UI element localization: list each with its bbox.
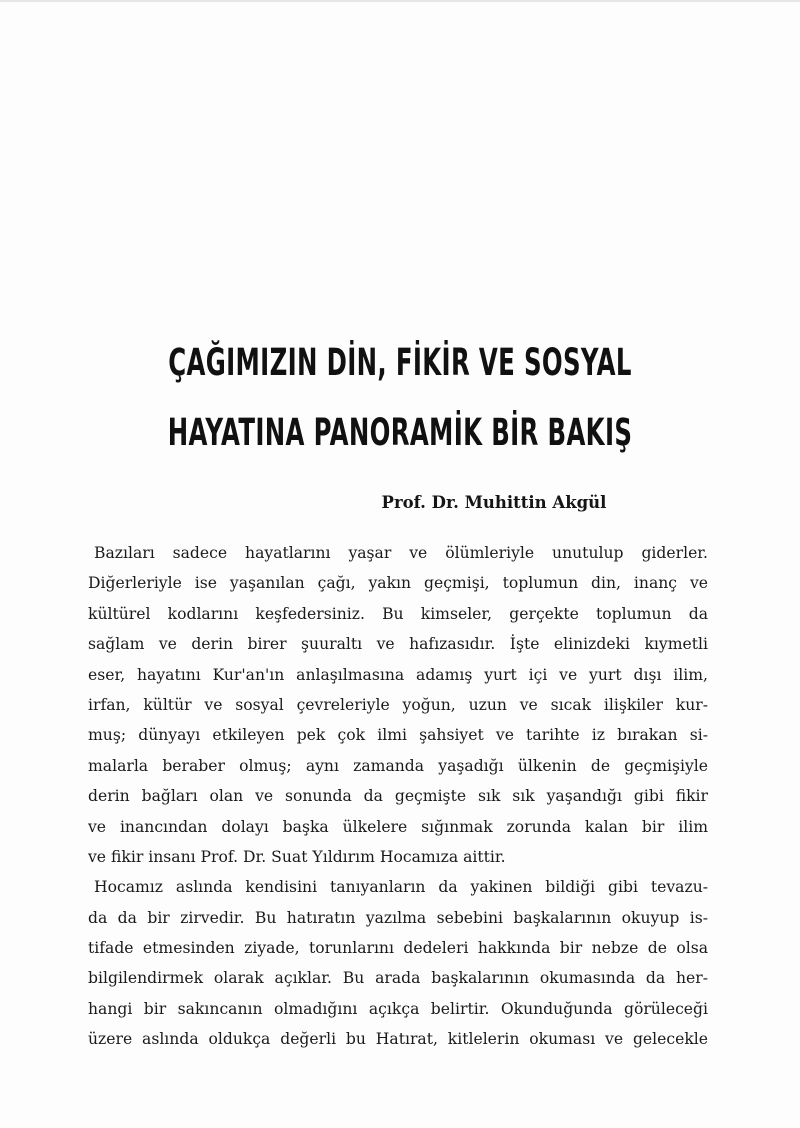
chapter-title [162, 328, 637, 468]
text-line: kültürel kodlarını keşfedersiniz. Bu kimseler, gerçekte toplumun da [88, 604, 708, 623]
page-edge [0, 0, 800, 2]
paragraph-2 [88, 872, 708, 1054]
chapter-title-line-2: HAYATINA PANORAMİK BİR BAKIŞ [167, 411, 633, 454]
text-line: muş; dünyayı etkileyen pek çok ilmi şahsiyet ve tarihte iz bırakan si- [88, 726, 708, 745]
text-line: sağlam ve derin birer şuuraltı ve hafızasıdır. İşte elinizdeki kıymetli [88, 635, 708, 654]
text-line: hangi bir sakıncanın olmadığını açıkça belirtir. Okunduğunda görüleceği [88, 999, 708, 1018]
body-text [88, 538, 708, 1055]
author-byline [40, 493, 754, 512]
text-line: tifade etmesinden ziyade, torunlarını dedeleri hakkında bir nebze de olsa [88, 939, 708, 958]
text-line: derin bağları olan ve sonunda da geçmişte sık sık yaşandığı gibi fikir [88, 787, 708, 806]
text-line: bilgilendirmek olarak açıklar. Bu arada başkalarının okumasında da her- [88, 969, 708, 988]
text-line: Hocamız aslında kendisini tanıyanların da yakinen bildiği gibi tevazu- [94, 878, 708, 897]
text-line: irfan, kültür ve sosyal çevreleriyle yoğun, uzun ve sıcak ilişkiler kur- [88, 695, 708, 714]
text-line: eser, hayatını Kur'an'ın anlaşılmasına adamış yurt içi ve yurt dışı ilim, [88, 665, 708, 684]
text-line: ve fikir insanı Prof. Dr. Suat Yıldırım Hocamıza aittir. [88, 847, 506, 866]
paragraph-1 [88, 538, 708, 872]
text-line: da da bir zirvedir. Bu hatıratın yazılma sebebini başkalarının okuyup is- [88, 908, 708, 927]
text-line: Bazıları sadece hayatlarını yaşar ve ölümleriyle unutulup giderler. [94, 544, 708, 562]
text-line: ve inancından dolayı başka ülkelere sığınmak zorunda kalan bir ilim [88, 817, 708, 836]
chapter-title-line-1: ÇAĞIMIZIN DİN, FİKİR VE SOSYAL [168, 341, 632, 384]
text-line: Diğerleriyle ise yaşanılan çağı, yakın geçmişi, toplumun din, inanç ve [88, 574, 708, 593]
author-name: Prof. Dr. Muhittin Akgül [381, 493, 607, 512]
text-line: malarla beraber olmuş; aynı zamanda yaşadığı ülkenin de geçmişiyle [88, 756, 708, 775]
text-line: üzere aslında oldukça değerli bu Hatırat, kitlelerin okuması ve gelecekle [88, 1030, 708, 1049]
